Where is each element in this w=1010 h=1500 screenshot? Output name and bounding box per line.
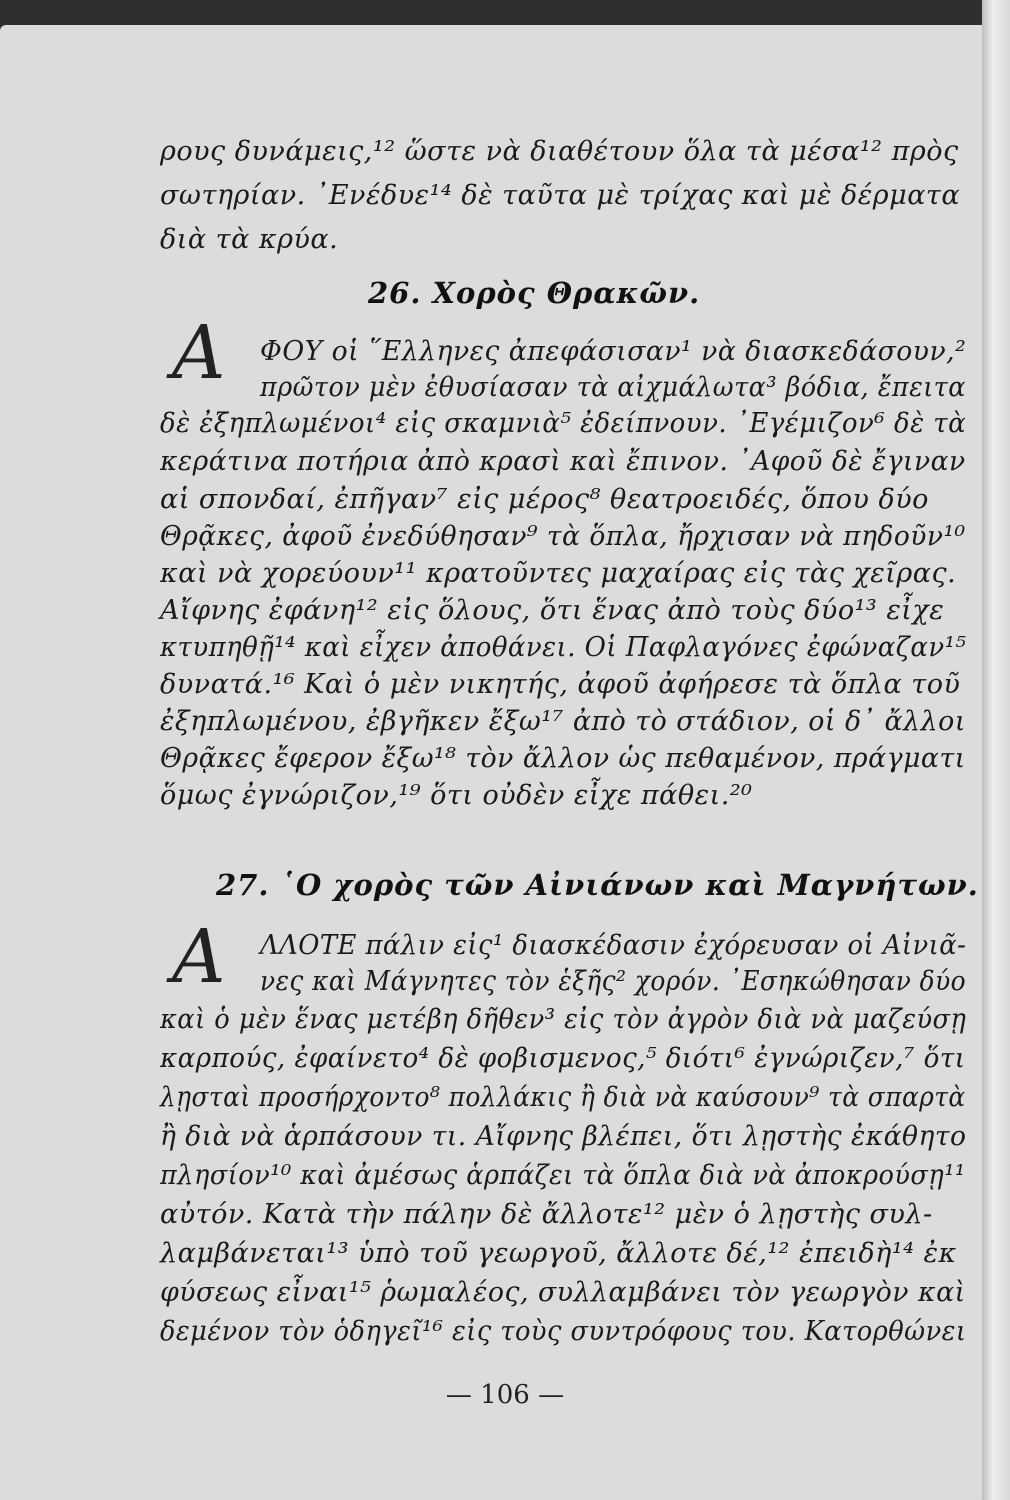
text-line: Αἴφνης ἐφάνη¹² εἰς ὅλους, ὅτι ἕνας ἀπὸ τοὺς δύο¹³ εἶχε <box>160 595 945 626</box>
scan-right-edge <box>982 0 1010 1500</box>
text-line: πλησίον¹⁰ καὶ ἀμέσως ἁρπάζει τὰ ὅπλα διὰ νὰ ἀποκρούσῃ¹¹ <box>160 1160 966 1191</box>
drop-cap-27: Α <box>172 914 226 1000</box>
text-line: καρπούς, ἐφαίνετο⁴ δὲ φοβισμενος,⁵ διότι⁶ ἐγνώριζεν,⁷ ὅτι <box>160 1043 966 1074</box>
text-line: καὶ νὰ χορεύουν¹¹ κρατοῦντες μαχαίρας εἰς τὰς χεῖρας. <box>160 558 957 589</box>
text-line: δὲ ἐξηπλωμένοι⁴ εἰς σκαμνιὰ⁵ ἐδείπνουν. ᾿Εγέμιζον⁶ δὲ τὰ <box>160 408 967 439</box>
text-line: λαμβάνεται¹³ ὑπὸ τοῦ γεωργοῦ, ἄλλοτε δέ,¹² ἐπειδὴ¹⁴ ἐκ <box>160 1238 957 1269</box>
section-heading-26: 26. Χορὸς Θρακῶν. <box>368 276 701 310</box>
text-line: ρους δυνάμεις,¹² ὥστε νὰ διαθέτουν ὅλα τὰ μέσα¹² πρὸς <box>160 136 959 167</box>
text-line: αἱ σπονδαί, ἐπῆγαν⁷ εἰς μέρος⁸ θεατροειδές, ὅπου δύο <box>160 484 929 515</box>
text-line: ΛΛΟΤΕ πάλιν εἰς¹ διασκέδασιν ἐχόρευσαν οἱ Αἰνιᾶ- <box>260 930 967 961</box>
text-line: ΦΟΥ οἱ ῞Ελληνες ἀπεφάσισαν¹ νὰ διασκεδάσουν,² <box>260 336 967 367</box>
text-line: κεράτινα ποτήρια ἀπὸ κρασὶ καὶ ἔπινον. ᾿Αφοῦ δὲ ἔγιναν <box>160 446 966 477</box>
text-line: ἐξηπλωμένου, ἐβγῆκεν ἔξω¹⁷ ἀπὸ τὸ στάδιον, οἱ δ᾿ ἄλλοι <box>160 706 966 737</box>
text-line: νες καὶ Μάγνητες τὸν ἑξῆς² χορόν. ᾿Εσηκώθησαν δύο <box>260 966 967 997</box>
scan-top-border <box>0 0 1010 28</box>
text-line: πρῶτον μὲν ἐθυσίασαν τὰ αἰχμάλωτα³ βόδια, ἔπειτα <box>260 372 966 403</box>
text-line: φύσεως εἶναι¹⁵ ῥωμαλέος, συλλαμβάνει τὸν γεωργὸν καὶ <box>160 1277 966 1308</box>
text-line: λῃσταὶ προσήρχοντο⁸ πολλάκις ἢ διὰ νὰ καύσουν⁹ τὰ σπαρτὰ <box>160 1082 966 1113</box>
page-number: — 106 — <box>445 1380 565 1410</box>
drop-cap-26: Α <box>172 310 226 396</box>
text-line: σωτηρίαν. ᾿Ενέδυε¹⁴ δὲ ταῦτα μὲ τρίχας καὶ μὲ δέρματα <box>160 180 961 211</box>
text-line: καὶ ὁ μὲν ἕνας μετέβη δῆθεν³ εἰς τὸν ἀγρὸν διὰ νὰ μαζεύσῃ <box>160 1004 967 1035</box>
text-line: διὰ τὰ κρύα. <box>160 224 339 255</box>
text-line: ἢ διὰ νὰ ἁρπάσουν τι. Αἴφνης βλέπει, ὅτι λῃστὴς ἐκάθητο <box>160 1121 967 1152</box>
text-line: ὅμως ἐγνώριζον,¹⁹ ὅτι οὐδὲν εἶχε πάθει.²⁰ <box>160 780 753 811</box>
text-line: αὐτόν. Κατὰ τὴν πάλην δὲ ἄλλοτε¹² μὲν ὁ λῃστὴς συλ- <box>160 1199 933 1230</box>
text-line: Θρᾷκες, ἀφοῦ ἐνεδύθησαν⁹ τὰ ὅπλα, ἤρχισαν νὰ πηδοῦν¹⁰ <box>160 521 966 552</box>
text-line: δεμένον τὸν ὁδηγεῖ¹⁶ εἰς τοὺς συντρόφους του. Κατορθώνει <box>160 1316 967 1347</box>
text-line: δυνατά.¹⁶ Καὶ ὁ μὲν νικητής, ἀφοῦ ἀφήρεσε τὰ ὅπλα τοῦ <box>160 669 961 700</box>
section-heading-27: 27. ῾Ο χορὸς τῶν Αἰνιάνων καὶ Μαγνήτων. <box>216 868 979 902</box>
text-line: Θρᾷκες ἔφερον ἔξω¹⁸ τὸν ἄλλον ὡς πεθαμένον, πράγματι <box>160 743 966 774</box>
text-line: κτυπηθῇ¹⁴ καὶ εἶχεν ἀποθάνει. Οἱ Παφλαγόνες ἐφώναζαν¹⁵ <box>160 632 967 663</box>
